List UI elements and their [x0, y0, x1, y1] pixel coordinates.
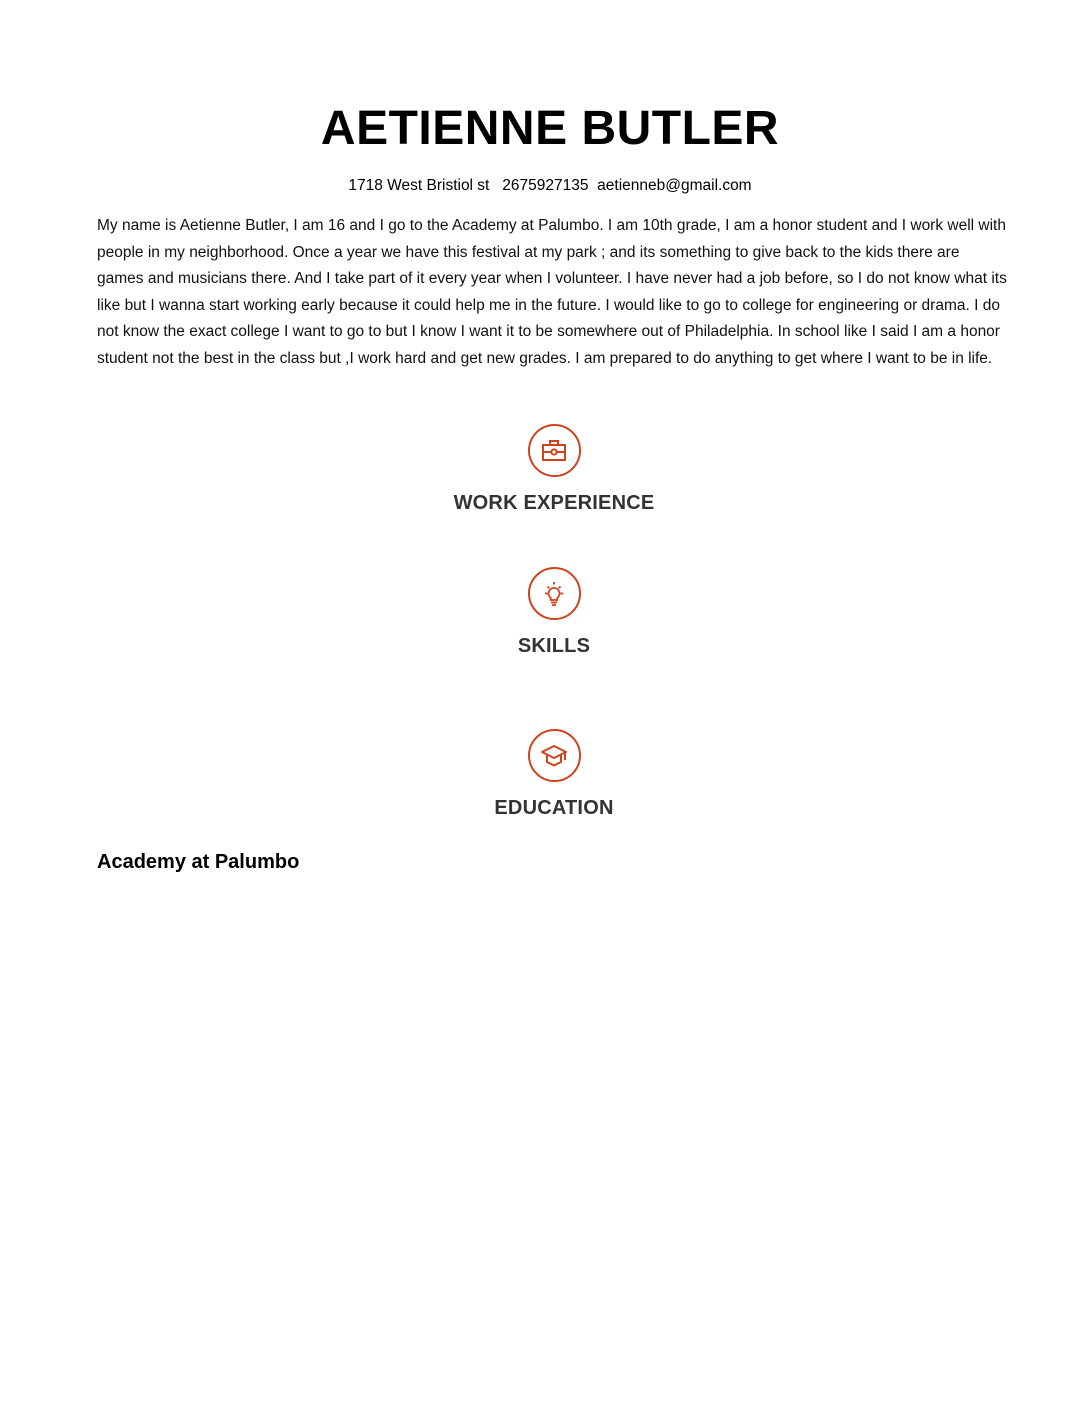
professional-summary: My name is Aetienne Butler, I am 16 and I go to the Academy at Palumbo. I am 10th grade, I am a honor student and I work well with people in my neighborhood. Once a year we have this festival at my park ; and its something to give back to the kids there are games and musicians there. And I take part of it every year when I volunteer. I have never had a job before, so I do not know what its like but I wanna start working early because it could help me in the future. I would like to go to college for engineering or drama. I do not know the exact college I want to go to but I know I want it to be somewhere out of Philadelphia. In school like I said I am a honor student not the best in the class but ,I work hard and get new grades. I am prepared to do anything to get where I want to be in life. — [97, 217, 1007, 367]
resume-name: AETIENNE BUTLER — [320, 102, 780, 155]
briefcase-icon — [541, 439, 567, 463]
work-experience-icon-badge — [528, 424, 581, 477]
skills-section — [0, 567, 1088, 658]
lightbulb-icon — [540, 580, 568, 608]
skills-icon-badge — [528, 567, 581, 620]
education-icon-badge — [528, 729, 581, 782]
work-experience-section — [0, 424, 1088, 515]
education-entry-school: Academy at Palumbo — [97, 851, 300, 873]
contact-phone: 2675927135 — [502, 177, 589, 194]
contact-address: 1718 West Bristiol st — [348, 177, 490, 194]
education-section — [0, 729, 1088, 820]
education-heading: EDUCATION — [494, 797, 614, 819]
contact-line — [0, 176, 1088, 196]
graduation-cap-icon — [540, 743, 568, 769]
skills-heading: SKILLS — [517, 635, 591, 657]
contact-email[interactable]: aetienneb@gmail.com — [597, 177, 752, 194]
work-experience-heading: WORK EXPERIENCE — [453, 492, 655, 514]
